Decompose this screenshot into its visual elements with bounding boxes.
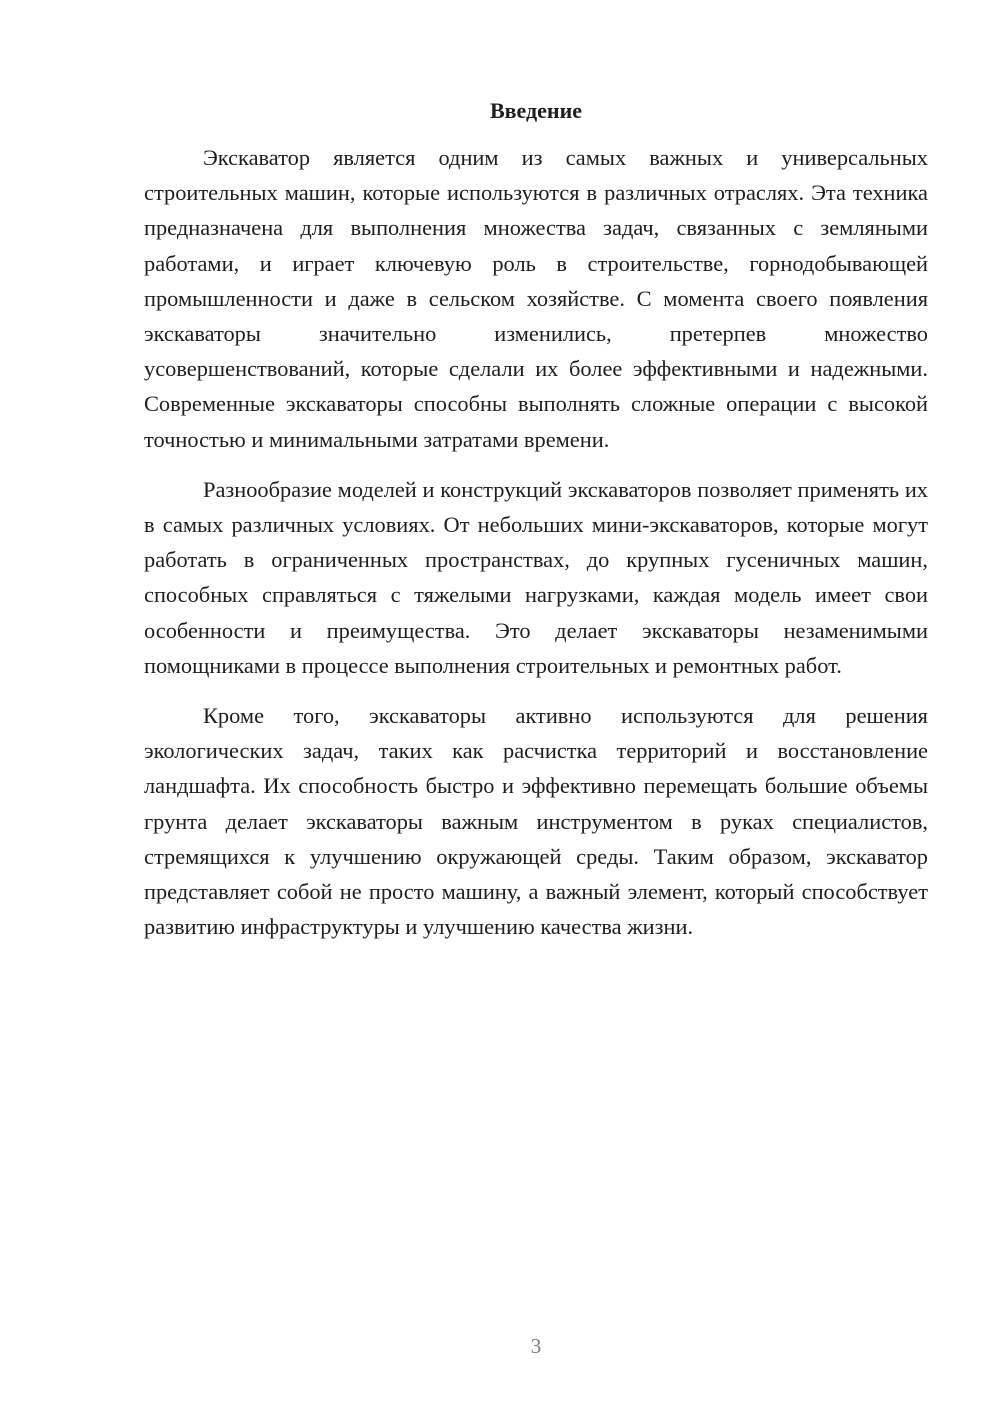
- page-number: 3: [530, 1334, 542, 1358]
- paragraph-2: Разнообразие моделей и конструкций экскаваторов позволяет применять их в самых различных условиях. От небольших мини-экскаваторов, которые могут работать в ограниченных пространствах, до крупных гусеничных машин, способных справляться с тяжелыми нагрузками, каждая модель имеет свои особенности и преимущества. Это делает экскаваторы незаменимыми помощниками в процессе выполнения строительных и ремонтных работ.: [144, 476, 928, 678]
- paragraph-3: Кроме того, экскаваторы активно используются для решения экологических задач, таких как расчистка территорий и восстановление ландшафта. Их способность быстро и эффективно перемещать большие объемы грунта делает экскаваторы важным инструментом в руках специалистов, стремящихся к улучшению окружающей среды. Таким образом, экскаватор представляет собой не просто машину, а важный элемент, который способствует развитию инфраструктуры и улучшению качества жизни.: [144, 703, 928, 940]
- section-heading: Введение: [489, 98, 583, 123]
- page-content: [144, 96, 928, 959]
- paragraph-1: Экскаватор является одним из самых важных и универсальных строительных машин, которые используются в различных отраслях. Эта техника предназначена для выполнения множества задач, связанных с земляными работами, и играет ключевую роль в строительстве, горнодобывающей промышленности и даже в сельском хозяйстве. С момента своего появления экскаваторы значительно изменились, претерпев множество усовершенствований, которые сделали их более эффективными и надежными. Современные экскаваторы способны выполнять сложные операции с высокой точностью и минимальными затратами времени.: [144, 145, 928, 452]
